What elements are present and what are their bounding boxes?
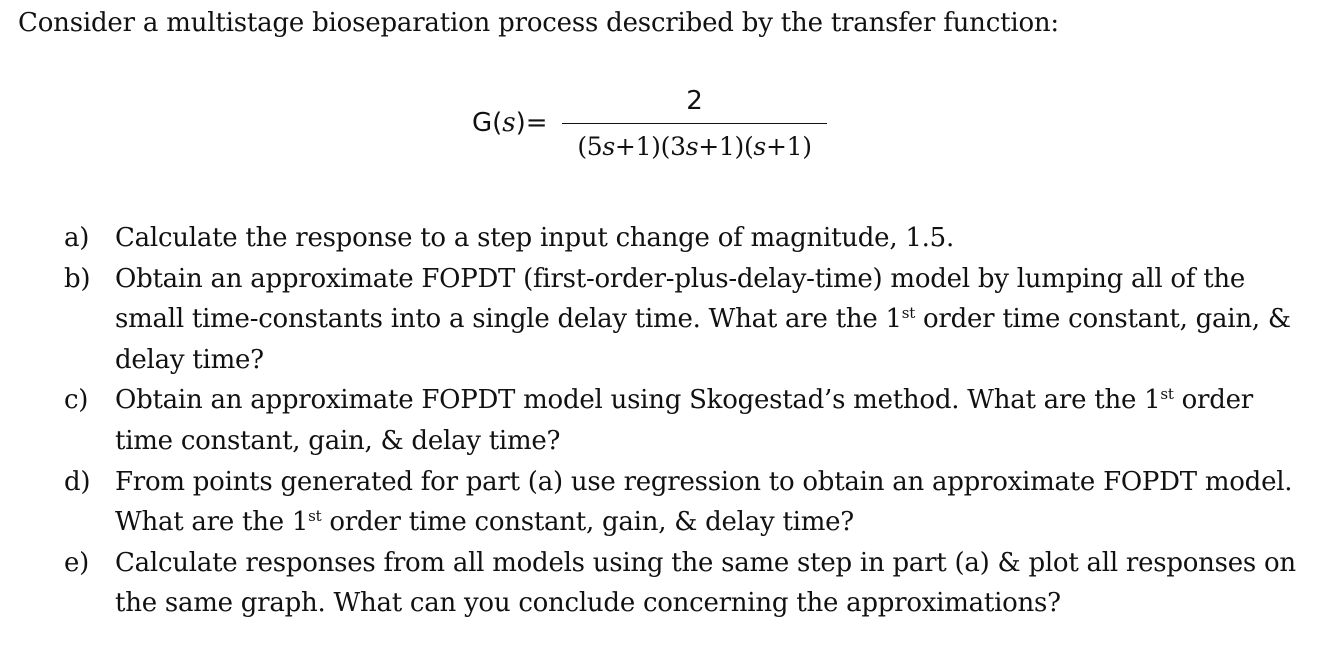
equation-denominator — [562, 130, 827, 164]
question-list — [0, 218, 1340, 624]
denom-part: +1) — [765, 132, 812, 161]
denom-part: +1)( — [698, 132, 754, 161]
question-e — [0, 543, 1340, 624]
question-letter: b) — [64, 263, 91, 294]
question-letter: c) — [64, 385, 89, 416]
denom-var: s — [602, 132, 615, 161]
equation-var: s — [502, 108, 516, 138]
equation-close: )= — [515, 108, 548, 138]
question-letter: d) — [64, 466, 91, 497]
question-text-part: order time constant, gain, & delay time? — [115, 385, 1253, 456]
superscript: st — [901, 304, 916, 323]
question-text — [115, 259, 1300, 381]
transfer-function-equation — [472, 84, 852, 174]
question-text-part: Obtain an approximate FOPDT (first-order-plus-delay-time) model by lumping all of the small time-constants into a single delay time. What are the 1 — [115, 263, 1246, 335]
question-a — [0, 218, 1340, 259]
question-c — [0, 380, 1340, 461]
superscript: st — [1160, 385, 1174, 404]
superscript: st — [308, 507, 322, 526]
equation-func: G( — [472, 108, 503, 138]
question-letter: a) — [64, 223, 90, 253]
question-text-part: order time constant, gain, & delay time? — [321, 507, 854, 538]
question-d — [0, 462, 1340, 543]
question-text — [115, 380, 1300, 461]
question-letter: e) — [64, 547, 90, 578]
question-text-part: Obtain an approximate FOPDT model using Skogestad’s method. What are the 1 — [115, 385, 1161, 416]
question-text — [115, 462, 1300, 543]
question-text-part: order time constant, gain, & delay time? — [115, 304, 1291, 375]
equation-numerator: 2 — [686, 86, 703, 116]
question-text: Calculate the response to a step input change of magnitude, 1.5. — [115, 223, 954, 253]
fraction-bar — [562, 123, 827, 124]
question-text: Calculate responses from all models using the same step in part (a) & plot all responses on the same graph. What can you conclude concerning the approximations? — [115, 547, 1296, 619]
equation-lhs — [472, 106, 548, 140]
question-text-part: From points generated for part (a) use regression to obtain an approximate FOPDT model. What are the 1 — [115, 466, 1293, 538]
intro-text: Consider a multistage bioseparation process described by the transfer function: — [18, 8, 1059, 38]
denom-var: s — [685, 132, 699, 161]
question-b — [0, 259, 1340, 381]
denom-part: (5 — [577, 132, 603, 161]
denom-part: +1)(3 — [614, 132, 686, 161]
denom-var: s — [753, 132, 766, 161]
